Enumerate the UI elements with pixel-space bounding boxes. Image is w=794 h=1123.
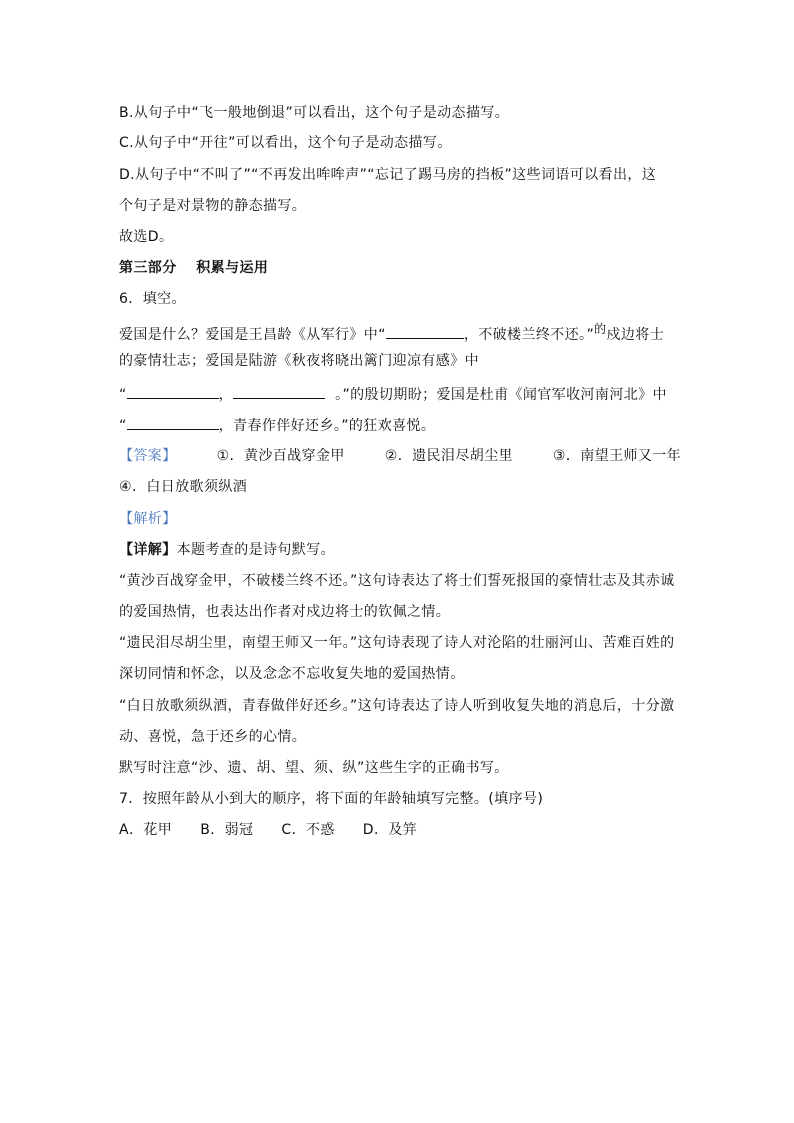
q6-text-1a: 爱国是什么？爱国是王昌龄《从军行》中“ — [119, 327, 386, 343]
writing-note: 默写时注意“沙、遗、胡、望、须、纵”这些生字的正确书写。 — [119, 760, 509, 776]
q7-option-d: D．及笄 — [362, 822, 418, 838]
option-b: B.从句子中“飞一般地倒退”可以看出，这个句子是动态描写。 — [119, 105, 510, 121]
q6-text-1c: 戍边将士 — [606, 327, 665, 343]
option-c: C.从句子中“开往”可以看出，这个句子是动态描写。 — [119, 135, 452, 151]
fill-blank-2[interactable] — [127, 383, 219, 399]
answer-1: ①．黄沙百战穿金甲 — [216, 448, 345, 464]
q6-text-4a: “ — [119, 418, 127, 434]
fill-blank-3[interactable] — [233, 383, 325, 399]
q6-text-3b: ， — [218, 387, 234, 403]
q6-text-1b: ，不破楼兰终不还。” — [463, 327, 595, 343]
choice-answer: 故选D。 — [119, 229, 174, 245]
fill-blank-1[interactable] — [386, 323, 464, 339]
q6-text-3a: “ — [119, 387, 127, 403]
fill-blank-4[interactable] — [127, 414, 219, 430]
q6-text-1-superscript: 的 — [594, 322, 607, 336]
option-d-line2: 个句子是对景物的静态描写。 — [119, 198, 307, 214]
detail-label: 【详解】 — [119, 542, 177, 558]
detail-line — [119, 540, 335, 560]
explanation-3-line1: “白日放歌须纵酒，青春做伴好还乡。”这句诗表达了诗人听到收复失地的消息后，十分激 — [119, 698, 675, 714]
explanation-2-line1: “遗民泪尽胡尘里，南望王师又一年。”这句诗表现了诗人对沦陷的壮丽河山、苦难百姓的 — [119, 635, 675, 651]
answer-row — [119, 446, 681, 466]
question-6-line2: 的豪情壮志；爱国是陆游《秋夜将晓出篱门迎凉有感》中 — [119, 353, 479, 369]
q6-text-3c: 。”的殷切期盼；爱国是杜甫《闻官军收河南河北》中 — [335, 387, 667, 403]
question-7-number: 7．按照年龄从小到大的顺序，将下面的年龄轴填写完整。(填序号) — [119, 791, 544, 807]
option-d-line1: D.从句子中“不叫了”“不再发出哞哞声”“忘记了踢马房的挡板”这些词语可以看出，这 — [119, 167, 657, 183]
explanation-3-line2: 动、喜悦，急于还乡的心情。 — [119, 729, 307, 745]
question-6-line3 — [119, 383, 667, 405]
question-6-line4 — [119, 414, 435, 436]
question-7-options — [119, 820, 417, 840]
question-6-line1 — [119, 323, 664, 345]
q7-option-b: B．弱冠 — [200, 822, 254, 838]
answer-2: ②．遗民泪尽胡尘里 — [384, 448, 513, 464]
question-6-number: 6．填空。 — [119, 291, 186, 307]
answer-label: 【答案】 — [119, 448, 177, 464]
section-title: 第三部分 积累与运用 — [119, 260, 269, 276]
q6-text-4b: ，青春作伴好还乡。”的狂欢喜悦。 — [218, 418, 436, 434]
q7-option-a: A．花甲 — [119, 822, 173, 838]
q7-option-c: C．不惑 — [281, 822, 335, 838]
answer-3: ③．南望王师又一年 — [552, 448, 682, 464]
explanation-1-line2: 的爱国热情，也表达出作者对戍边将士的钦佩之情。 — [119, 604, 451, 620]
explanation-1-line1: “黄沙百战穿金甲，不破楼兰终不还。”这句诗表达了将士们誓死报国的豪情壮志及其赤诚 — [119, 573, 675, 589]
explanation-2-line2: 深切同情和怀念，以及念念不忘收复失地的爱国热情。 — [119, 666, 465, 682]
detail-text: 本题考查的是诗句默写。 — [176, 542, 336, 558]
answer-4: ④．白日放歌须纵酒 — [119, 479, 248, 495]
analysis-label: 【解析】 — [119, 511, 177, 527]
